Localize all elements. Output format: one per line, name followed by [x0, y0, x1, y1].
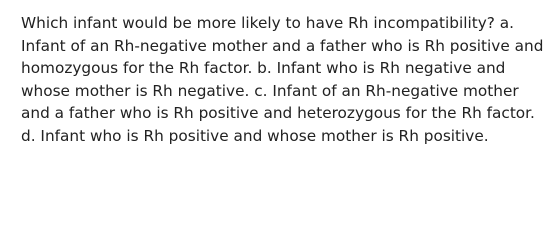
question-block — [21, 12, 551, 148]
question-text: Which infant would be more likely to have Rh incompatibility? a. Infant of an Rh-negative mother and a father who is Rh positive and homozygous for the Rh factor. b. Infant who is Rh negative and whose mother is Rh negative. c. Infant of an Rh-negative mother and a father who is Rh positive and heterozygous for the Rh factor. d. Infant who is Rh positive and whose mother is Rh positive. — [21, 14, 544, 145]
